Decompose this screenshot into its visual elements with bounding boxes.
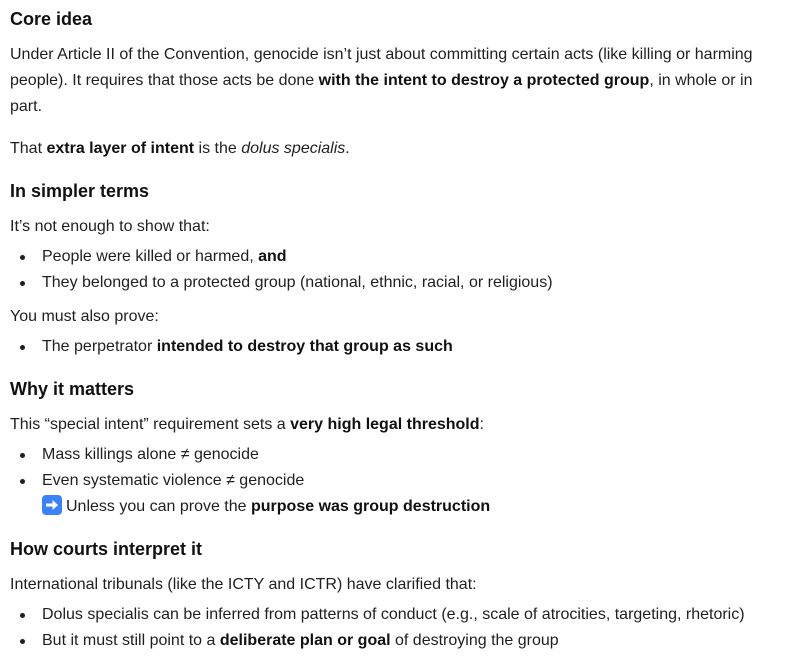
text-segment: Under Article II of the Convention, genocide isn’t just about committing certain acts (like killing or harming people). It requires that those acts be done [10,46,753,89]
heading-why-it-matters: Why it matters [10,379,135,399]
list-item [10,334,453,360]
paragraph-not-enough: It’s not enough to show that: [10,218,210,235]
text-segment: The perpetrator [42,338,157,355]
list-note [10,494,490,520]
paragraph-core-idea [10,42,780,120]
list-simpler-terms [10,244,553,296]
paragraph-must-prove: You must also prove: [10,308,159,325]
bold-and: and [258,248,287,265]
list-item [10,442,490,468]
text-segment: Even systematic violence ≠ genocide [42,472,305,489]
list-item [10,628,745,654]
list-why-it-matters [10,442,490,520]
heading-how-courts: How courts interpret it [10,539,203,559]
bold-extra-layer: extra layer of intent [46,140,195,157]
bold-high-threshold: very high legal threshold [290,416,480,433]
text-segment: , in whole or in part. [10,72,753,115]
text-segment: . [345,140,350,157]
bold-intent-phrase: with the intent to destroy a protected group [318,72,650,89]
bold-purpose-destruction: purpose was group destruction [251,498,491,515]
text-segment: Dolus specialis can be inferred from patterns of conduct (e.g., scale of atrocities, targeting, rhetoric) [42,606,745,623]
text-segment: Unless you can prove the [66,498,251,515]
list-item [10,270,553,296]
list-item [10,602,745,628]
list-item [10,244,553,270]
text-segment: is the [194,140,242,157]
text-segment: But it must still point to a [42,632,220,649]
text-segment: Mass killings alone ≠ genocide [42,446,259,463]
text-segment: of destroying the group [390,632,559,649]
italic-dolus-specialis: dolus specialis [241,140,346,157]
list-courts [10,602,745,654]
list-item [10,468,490,494]
paragraph-special-intent [10,412,484,438]
bold-deliberate-plan: deliberate plan or goal [219,632,391,649]
bold-intended-destroy: intended to destroy that group as such [156,338,453,355]
paragraph-tribunals: International tribunals (like the ICTY and ICTR) have clarified that: [10,576,477,593]
heading-core-idea: Core idea [10,9,93,29]
paragraph-dolus-specialis [10,136,350,162]
heading-simpler-terms: In simpler terms [10,181,150,201]
text-segment: : [479,416,484,433]
text-segment: People were killed or harmed, [42,248,259,265]
text-segment: That [10,140,47,157]
list-must-prove [10,334,453,360]
text-segment: They belonged to a protected group (national, ethnic, racial, or religious) [42,274,553,291]
text-segment: This “special intent” requirement sets a [10,416,291,433]
right-arrow-icon [42,495,62,515]
